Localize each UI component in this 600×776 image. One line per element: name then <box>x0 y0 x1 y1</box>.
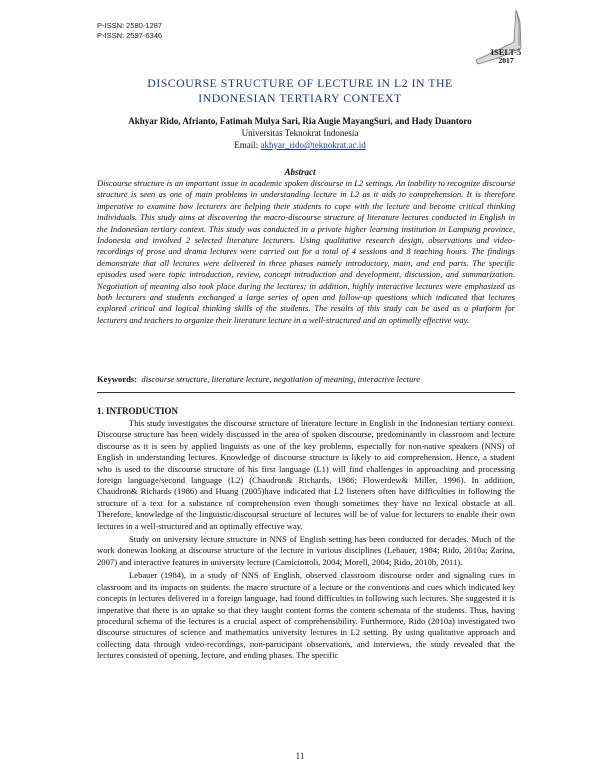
title-line-2: INDONESIAN TERTIARY CONTEXT <box>198 91 402 105</box>
online-issn: P-ISSN: 2597-6346 <box>97 31 163 40</box>
email-line <box>60 140 540 150</box>
section-heading: 1. INTRODUCTION <box>97 406 179 416</box>
badge-line-1: ISELT-5 <box>490 47 522 57</box>
print-issn: P-ISSN: 2580-1287 <box>97 21 163 30</box>
email-label: Email: <box>234 140 261 150</box>
body-paragraph-2: Study on university lecture structure in NNS of English setting has been conducted for decades. Much of the work donewas looking at discourse structure of the lecture in various disciplines (Lebauer, 1984; Rido, 2010a; Zarina, 2007) and interactive features in university lecture (Camiciottoli, 2004; Morell, 2004; Rido, 2010b, 2011). <box>97 534 515 567</box>
author-list: Akhyar Rido, Afrianto, Fatimah Mulya Sari, Ria Augie MayangSuri, and Hady Duantoro <box>128 116 472 126</box>
section-body <box>97 418 515 664</box>
conference-badge-icon <box>468 8 526 68</box>
paper-title <box>90 76 510 106</box>
body-paragraph-1: This study investigates the discourse structure of literature lecture in English in the Indonesian tertiary context. Discourse structure has been widely discussed in the area of spoken discourse, predominantly in classroom and lecture discourse as it is seen by applied linguists as one of the key problems, especially for non-native speakers (NNS) of English in understanding lectures. Knowledge of discourse structure is likely to aid comprehension. Hence, a student who is used to the discourse structure of his first language (L1) will find challenges in approaching and processing foreign language/second language (L2) (Chaudron& Richards, 1986; Flowerdew& Miller, 1996). In addition, Chaudron& Richards (1986) and Huang (2005)have indicated that L2 listeners often have difficulties in following the structure of a text for a substance of comprehension even though sometimes they have no lexical obstacle at all. Therefore, knowledge of the linguistic/discoursal structure of lectures will be of value for lecturers to enable their own lectures in a well-structured and an optimally effective way. <box>97 418 515 531</box>
abstract-text: Discourse structure is an important issue in academic spoken discourse in L2 settings. An inability to recognize discourse structure is seen as one of main problems in understanding lecture in L2 as it aids to comprehension. It is therefore imperative to examine how lecturers are helping their students to cope with the lecture and become critical thinking individuals. This study aims at discovering the macro-discourse structure of literature lectures conducted in English in the Indonesian tertiary context. This study was conducted in a private higher learning institution in Lampung province, Indonesia and involved 2 selected literature lecturers. Using qualitative research design, observations and video-recordings of prose and drama lectures were carried out for a total of 4 sessions and 8 teaching hours. The findings demonstrate that all lectures were delivered in three phases namely introductory, main, and end parts. The specific episodes used were topic introduction, review, concept introduction and development, discussion, and summarization. Negotiation of meaning also took place during the lectures; in addition, highly interactive lectures were emphasized as both lecturers and students exchanged a large series of open and follow-up questions which indicated that lectures explored critical and logical thinking skills of the students. The results of this study can be used as a platform for lecturers and teachers to organize their literature lecture in a well-structured and an optimally effective way. <box>97 178 515 325</box>
affiliation: Universitas Teknokrat Indonesia <box>241 128 359 138</box>
title-line-1: DISCOURSE STRUCTURE OF LECTURE IN L2 IN THE <box>147 76 453 90</box>
section-divider <box>97 392 515 393</box>
badge-line-2: 2017 <box>498 56 514 65</box>
email-link[interactable]: akhyar_rido@teknokrat.ac.id <box>260 140 366 150</box>
keywords-label: Keywords: <box>97 374 138 384</box>
keywords <box>97 374 515 384</box>
body-paragraph-3: Lebauer (1984), in a study of NNS of English, observed classroom discourse order and signaling cues in classroom and its impacts on students. the macro structure of a lecture or the conventions and cues which indicated key concepts in lectures delivered in a foreign language, had found difficulties in following such lectures. She suggested it is imperative that there is an uptake so that they taught content forms the content schemata of the students. Thus, having procedural schema of the lectures is a crucial aspect of comprehensibility. Furthermore, Rido (2010a) investigated two discourse structures of science and mathematics university lectures in L2 setting. By using qualitative approach and collecting data through video-recordings, non-participant observations, and interviews, the study revealed that the lectures consisted of opening, lecture, and ending phases. The specific <box>97 570 515 661</box>
abstract-heading: Abstract <box>284 167 316 177</box>
keywords-text: discourse structure, literature lecture, negotiation of meaning, interactive lecture <box>141 374 421 384</box>
page-number: 11 <box>295 751 305 761</box>
